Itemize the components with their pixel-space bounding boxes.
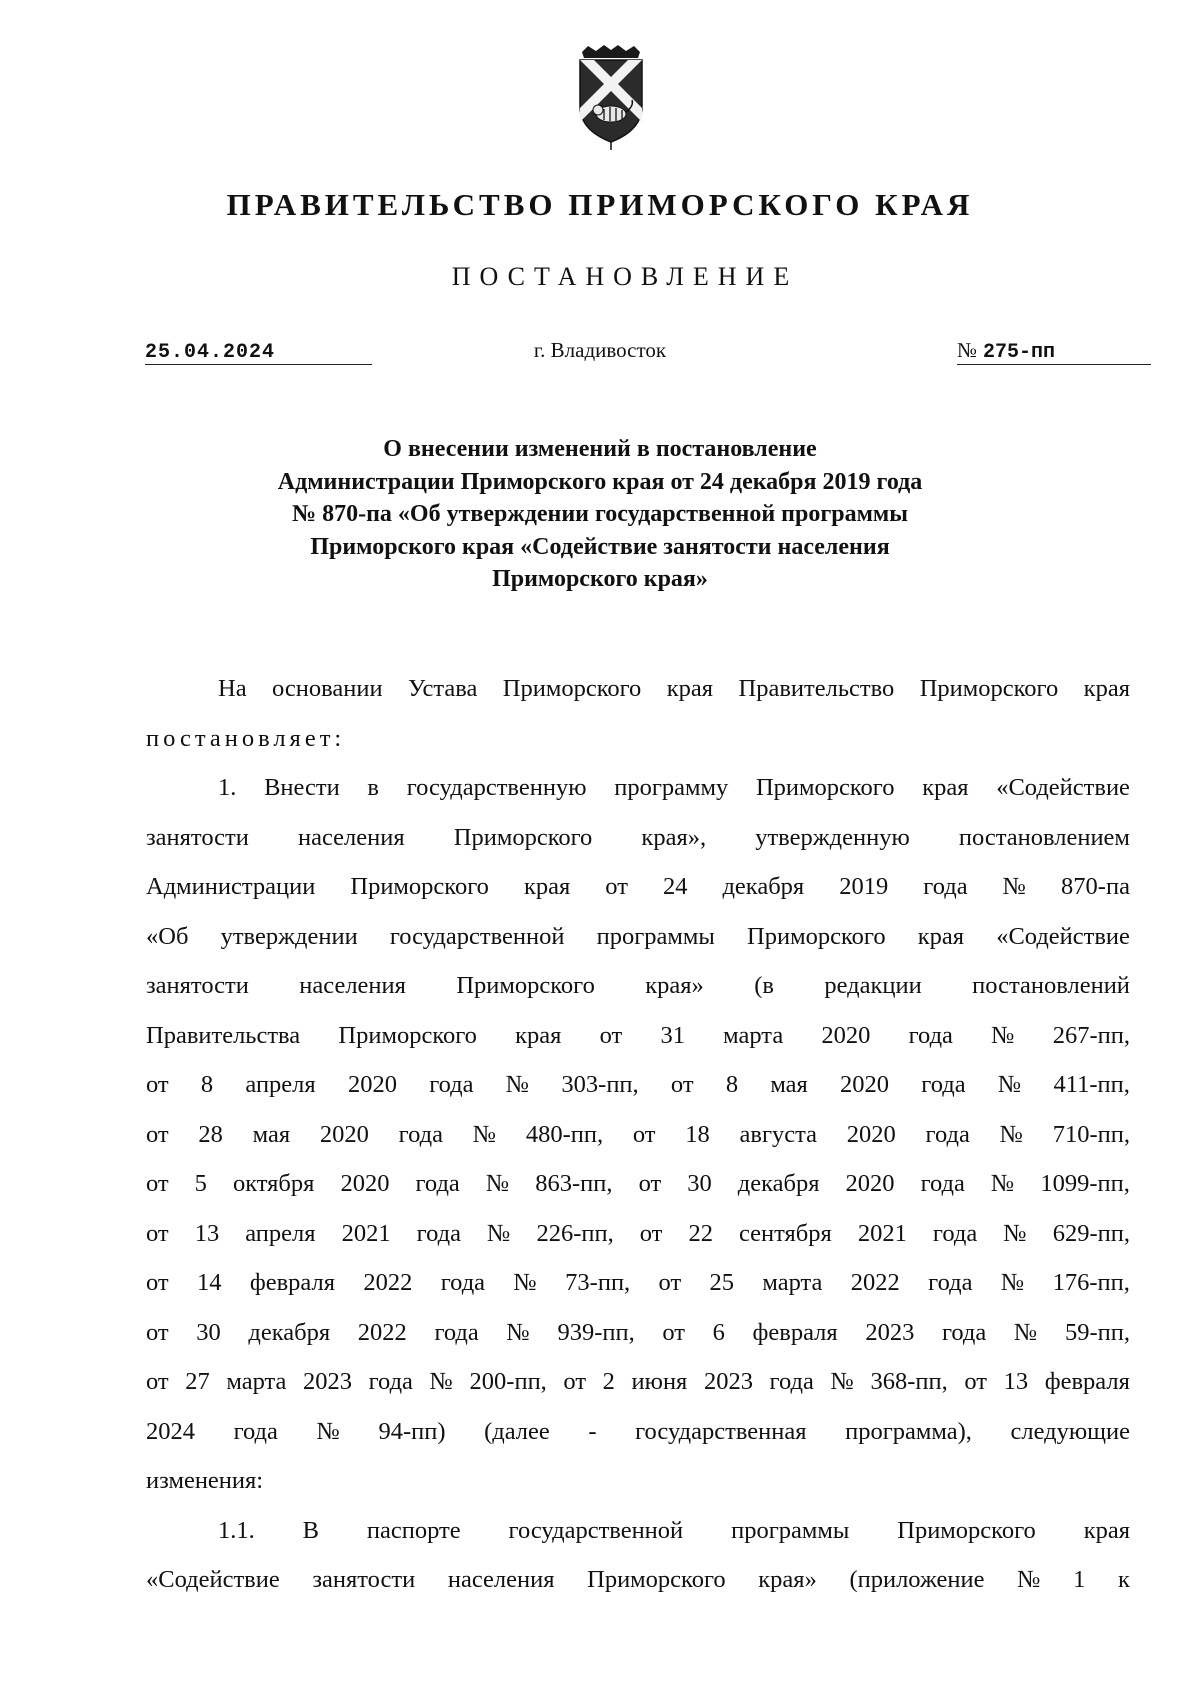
body-word: края (666, 675, 714, 702)
document-type-title: ПОСТАНОВЛЕНИЕ (451, 262, 799, 291)
body-word: № (316, 1417, 340, 1445)
body-word: от (662, 1318, 685, 1346)
body-word: паспорте (366, 1516, 461, 1544)
body-word: постановлением (958, 823, 1130, 851)
body-word: от (964, 1368, 987, 1395)
body-word: края (515, 1021, 562, 1049)
body-word: 8 (200, 1071, 214, 1098)
body-word: занятости (146, 823, 249, 851)
body-word: № (1000, 1269, 1025, 1296)
body-word: Приморского (456, 972, 595, 999)
body-line (146, 1209, 1130, 1259)
body-word: от (146, 1219, 169, 1247)
body-word: года (416, 1219, 461, 1247)
body-word: 13 (1003, 1368, 1029, 1395)
body-word: (далее (484, 1417, 550, 1445)
body-word: марта (226, 1368, 287, 1395)
body-word: 303-пп, (561, 1071, 639, 1098)
body-word: № (487, 1219, 511, 1247)
body-word: занятости (146, 972, 249, 999)
body-word: государственной (508, 1516, 684, 1544)
coat-of-arms-emblem (574, 44, 648, 152)
body-word: края (1083, 675, 1130, 702)
body-word: № (1017, 1566, 1041, 1593)
body-word: № (1013, 1318, 1038, 1346)
body-word: года (434, 1318, 479, 1346)
body-word: 176-пп, (1052, 1269, 1130, 1296)
body-line (146, 664, 1130, 714)
body-word: 13 (194, 1219, 220, 1247)
body-word: от (146, 1170, 169, 1197)
decree-date: 25.04.2024 (145, 341, 276, 364)
body-line (146, 1258, 1130, 1308)
body-word: - (588, 1417, 597, 1445)
number-sign: № (957, 338, 978, 362)
body-word: 870-па (1061, 873, 1130, 900)
body-word: года (398, 1120, 443, 1148)
body-word: 2023 (703, 1368, 753, 1395)
body-word: февраля (752, 1318, 838, 1346)
body-word: 2022 (357, 1318, 407, 1346)
body-word: 30 (687, 1170, 712, 1197)
body-word: от (146, 1318, 169, 1346)
body-word: года (415, 1170, 460, 1197)
body-word: Приморского (587, 1566, 726, 1593)
subject-line: Приморского края» (492, 566, 708, 592)
body-word: государственная (635, 1417, 807, 1445)
body-word: населения (299, 972, 406, 999)
body-word: декабря (248, 1318, 331, 1346)
body-word: Администрации (146, 873, 316, 900)
body-word: «Содействие (146, 1566, 280, 1593)
body-word: № (990, 1170, 1015, 1197)
body-word: основании (272, 675, 383, 702)
body-word: к (1118, 1566, 1130, 1593)
body-word: марта (762, 1269, 823, 1296)
body-word: края», (641, 823, 707, 851)
body-word: 411-пп, (1053, 1071, 1130, 1098)
body-word: Внести (264, 774, 340, 801)
body-line (146, 862, 1130, 912)
body-word: года (440, 1269, 486, 1296)
body-word: Приморского (755, 774, 895, 801)
body-word: в (367, 774, 379, 801)
body-word: 1. (218, 774, 237, 801)
body-word: от (658, 1269, 682, 1296)
body-word: № (429, 1368, 453, 1395)
body-word: № (1003, 1219, 1027, 1247)
body-line (146, 1110, 1130, 1160)
body-word: № (472, 1120, 497, 1148)
body-word: года (925, 1120, 970, 1148)
body-word: № (506, 1318, 530, 1346)
body-line (146, 1357, 1130, 1407)
body-word: № (997, 1071, 1022, 1098)
body-word: 2 (602, 1368, 615, 1395)
body-word: 30 (196, 1318, 221, 1346)
body-word: года (769, 1368, 814, 1395)
body-word: 2019 (839, 873, 889, 900)
body-word: 368-пп, (870, 1368, 948, 1395)
body-word: № (513, 1269, 537, 1296)
body-line (146, 1506, 1130, 1556)
body-word: 14 (197, 1269, 222, 1296)
body-word: 6 (712, 1318, 725, 1346)
body-word: 710-пп, (1052, 1120, 1130, 1148)
body-word: государственной (389, 922, 565, 950)
body-word: 27 (185, 1368, 210, 1395)
body-line: постановляет: (146, 724, 346, 752)
subject-line: О внесении изменений в постановление (383, 436, 817, 462)
body-word: № (505, 1071, 530, 1098)
body-word: февраля (249, 1269, 336, 1296)
body-word: 25 (709, 1269, 735, 1296)
body-word: октября (232, 1170, 315, 1197)
body-word: 22 (688, 1219, 713, 1247)
body-word: края» (645, 972, 704, 999)
body-word: от (632, 1120, 656, 1148)
body-word: года (941, 1318, 987, 1346)
body-word: программу (614, 774, 729, 801)
body-word: июня (631, 1368, 688, 1395)
body-word: 2020 (845, 1170, 895, 1197)
body-word: года (928, 1269, 973, 1296)
body-word: 2022 (363, 1269, 413, 1296)
body-word: 1.1. (218, 1516, 255, 1544)
body-word: марта (723, 1021, 784, 1049)
decree-number: 275-пп (983, 341, 1056, 364)
body-word: года (368, 1368, 413, 1395)
body-word: 200-пп, (469, 1368, 547, 1395)
body-word: 5 (194, 1170, 207, 1197)
body-word: Приморского (919, 675, 1059, 702)
body-word: 2020 (840, 1071, 890, 1098)
body-word: края (917, 922, 965, 950)
body-word: от (563, 1368, 587, 1395)
subject-line: Администрации Приморского края от 24 декабря 2019 года (277, 468, 923, 495)
body-word: года (923, 873, 968, 900)
city-label: г. Владивосток (533, 338, 667, 362)
body-word: февраля (1044, 1368, 1130, 1395)
body-word: 267-пп, (1052, 1021, 1130, 1049)
body-word: программы (731, 1516, 850, 1544)
body-word: № (485, 1170, 510, 1197)
government-title: ПРАВИТЕЛЬСТВО ПРИМОРСКОГО КРАЯ (226, 187, 974, 222)
body-word: года (233, 1417, 278, 1445)
body-word: (приложение (849, 1566, 985, 1593)
body-word: года (908, 1021, 953, 1049)
body-word: Приморского (338, 1021, 477, 1049)
body-word: мая (252, 1120, 291, 1148)
body-word: «Содействие (996, 774, 1130, 801)
body-word: апреля (245, 1219, 316, 1247)
body-word: года (932, 1219, 978, 1247)
body-word: занятости (312, 1566, 416, 1593)
body-word: № (830, 1368, 854, 1395)
body-word: постановлений (972, 972, 1130, 999)
body-word: 2021 (341, 1219, 391, 1247)
body-word: от (146, 1269, 169, 1296)
number-field (957, 338, 1151, 365)
body-word: мая (770, 1071, 808, 1098)
body-word: Приморского (747, 922, 886, 950)
body-word: от (670, 1071, 694, 1098)
body-word: следующие (1010, 1417, 1130, 1445)
body-word: 31 (660, 1021, 685, 1049)
body-line (146, 912, 1130, 962)
body-word: 480-пп, (525, 1120, 604, 1148)
body-word: 939-пп, (557, 1318, 635, 1346)
body-word: 8 (725, 1071, 739, 1098)
body-word: года (920, 1170, 965, 1197)
body-word: от (605, 873, 628, 900)
body-word: апреля (245, 1071, 316, 1098)
body-word: населения (447, 1566, 555, 1593)
body-word: Приморского (502, 675, 642, 702)
body-word: сентября (738, 1219, 832, 1247)
body-line (146, 1407, 1130, 1457)
body-word: 2023 (303, 1368, 352, 1395)
body-line (146, 961, 1130, 1011)
decree-subject (0, 433, 1200, 596)
subject-line: № 870-па «Об утверждении государственной программы (291, 501, 909, 527)
body-word: декабря (722, 873, 805, 900)
body-word: от (599, 1021, 623, 1049)
body-word: от (146, 1071, 169, 1098)
body-word: края (1083, 1516, 1130, 1544)
body-word: Правительства (146, 1021, 301, 1049)
subject-line: Приморского края «Содействие занятости населения (310, 533, 890, 560)
body-line: изменения: (146, 1467, 264, 1494)
body-line (146, 763, 1130, 813)
body-word: редакции (824, 972, 922, 999)
body-word: 226-пп, (536, 1219, 614, 1247)
body-line (146, 1555, 1130, 1605)
body-word: «Содействие (996, 922, 1130, 950)
body-word: 2020 (347, 1071, 397, 1098)
decree-body (146, 664, 1130, 1605)
body-word: населения (298, 823, 405, 851)
body-line (146, 813, 1130, 863)
body-word: 629-пп, (1052, 1219, 1130, 1247)
body-word: 59-пп, (1064, 1318, 1130, 1346)
body-word: № (991, 1021, 1015, 1049)
body-word: 73-пп, (565, 1269, 631, 1296)
body-word: края (523, 873, 571, 900)
body-word: Приморского (897, 1516, 1036, 1544)
body-word: В (302, 1516, 319, 1544)
body-line (146, 1060, 1130, 1110)
body-word: от (146, 1120, 169, 1148)
body-word: Приморского (350, 873, 489, 900)
body-word: (в (754, 972, 774, 999)
body-word: 24 (662, 873, 688, 900)
body-word: от (639, 1219, 663, 1247)
body-word: Приморского (453, 823, 593, 851)
body-word: 2020 (340, 1170, 390, 1197)
body-word: 18 (685, 1120, 710, 1148)
body-word: декабря (737, 1170, 820, 1197)
body-word: 1 (1073, 1566, 1086, 1593)
body-word: 2020 (846, 1120, 896, 1148)
body-word: программа), (845, 1417, 972, 1445)
body-word: 2020 (821, 1021, 871, 1049)
body-word: августа (739, 1120, 817, 1148)
body-word: 2022 (850, 1269, 900, 1296)
body-line (146, 1159, 1130, 1209)
body-word: Правительство (738, 675, 895, 702)
body-word: от (146, 1368, 169, 1395)
body-word: года (429, 1071, 474, 1098)
body-word: государственную (406, 774, 587, 801)
body-word: года (921, 1071, 966, 1098)
body-word: 2020 (319, 1120, 369, 1148)
body-word: 28 (198, 1120, 223, 1148)
body-word: от (638, 1170, 662, 1197)
body-word: № (1002, 873, 1027, 900)
body-word: 2023 (865, 1318, 915, 1346)
body-line (146, 1011, 1130, 1061)
body-line (146, 1308, 1130, 1358)
body-word: 1099-пп, (1040, 1170, 1130, 1197)
body-word: края» (758, 1566, 817, 1593)
body-word: программы (596, 922, 715, 950)
body-word: утвержденную (755, 823, 910, 851)
body-word: «Об (146, 922, 189, 950)
body-word: 863-пп, (535, 1170, 613, 1197)
body-word: 2021 (857, 1219, 907, 1247)
body-word: № (999, 1120, 1023, 1148)
body-word: края (922, 774, 969, 801)
body-word: На (218, 675, 247, 702)
body-word: Устава (408, 675, 478, 702)
body-word: 94-пп) (378, 1417, 446, 1445)
body-word: 2024 (146, 1417, 195, 1445)
body-word: утверждении (220, 922, 358, 950)
